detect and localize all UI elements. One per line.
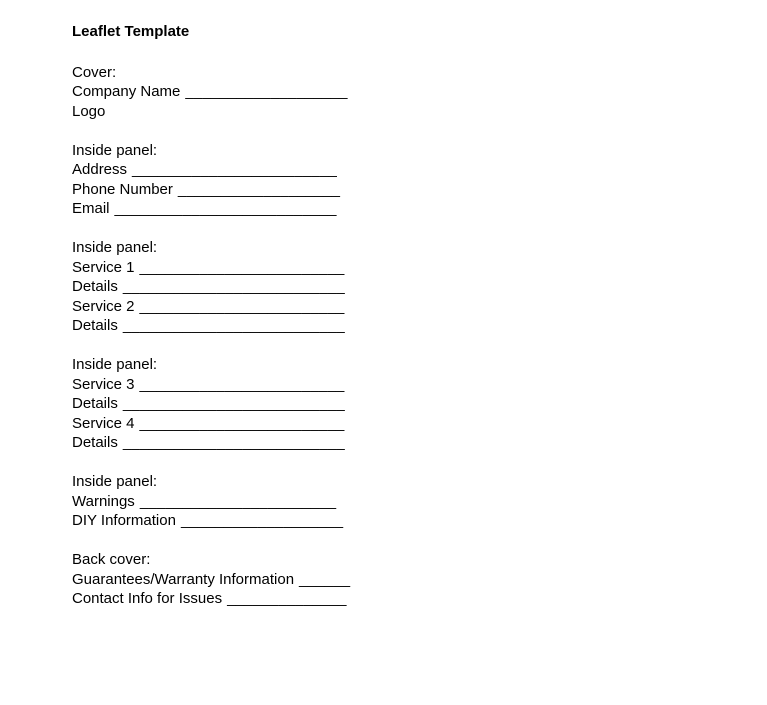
document-section [72, 355, 727, 453]
form-line [72, 589, 727, 609]
form-line [72, 258, 727, 278]
field-label: Service 1 [72, 258, 135, 276]
field-blank: ___________________ [185, 83, 348, 100]
field-blank: _______________________ [139, 492, 337, 510]
form-line [72, 375, 727, 395]
field-blank: ________________________ [139, 258, 345, 276]
form-line [72, 433, 727, 453]
field-label: Address [72, 161, 128, 178]
form-line [72, 160, 727, 180]
field-label: Email [72, 200, 110, 217]
field-label: Details [72, 317, 118, 334]
field-label: Warnings [72, 492, 135, 510]
field-blank: ________________________ [139, 414, 345, 432]
document-section [72, 141, 727, 219]
field-label: Phone Number [72, 180, 173, 198]
field-blank: ________________________ [139, 297, 345, 315]
section-heading: Inside panel: [72, 473, 158, 490]
form-line [72, 492, 727, 512]
field-blank: __________________________ [114, 200, 337, 217]
field-label: DIY Information [72, 512, 176, 529]
form-line [72, 511, 727, 531]
form-line [72, 297, 727, 317]
form-line [72, 394, 727, 414]
field-label: Logo [72, 102, 106, 120]
section-heading: Inside panel: [72, 141, 158, 159]
field-blank: ___________________ [180, 512, 344, 529]
field-label: Service 2 [72, 297, 135, 315]
form-line [72, 414, 727, 434]
document-title: Leaflet Template [72, 23, 190, 40]
document-section [72, 472, 727, 531]
field-blank: ______ [299, 570, 351, 588]
form-line [72, 199, 727, 219]
field-blank: ________________________ [139, 375, 345, 393]
form-line [72, 277, 727, 297]
field-label: Details [72, 278, 118, 295]
form-line [72, 570, 727, 590]
field-blank: __________________________ [122, 317, 345, 334]
section-heading: Inside panel: [72, 239, 158, 256]
section-heading: Back cover: [72, 551, 151, 568]
form-line [72, 102, 727, 122]
field-label: Guarantees/Warranty Information [72, 570, 295, 588]
field-label: Company Name [72, 83, 181, 100]
document-section [72, 63, 727, 122]
field-blank: ___________________ [177, 180, 341, 198]
field-blank: __________________________ [122, 278, 345, 295]
field-label: Service 3 [72, 375, 135, 393]
section-heading: Inside panel: [72, 356, 158, 373]
form-line [72, 316, 727, 336]
document-section [72, 550, 727, 609]
field-label: Service 4 [72, 414, 135, 432]
field-blank: __________________________ [122, 434, 345, 451]
section-heading: Cover: [72, 63, 117, 81]
field-blank: ______________ [227, 590, 347, 607]
field-label: Contact Info for Issues [72, 590, 223, 607]
document-section [72, 238, 727, 336]
form-line [72, 82, 727, 102]
form-line [72, 180, 727, 200]
field-blank: __________________________ [122, 395, 345, 412]
field-blank: ________________________ [132, 161, 338, 178]
field-label: Details [72, 395, 118, 412]
field-label: Details [72, 434, 118, 451]
